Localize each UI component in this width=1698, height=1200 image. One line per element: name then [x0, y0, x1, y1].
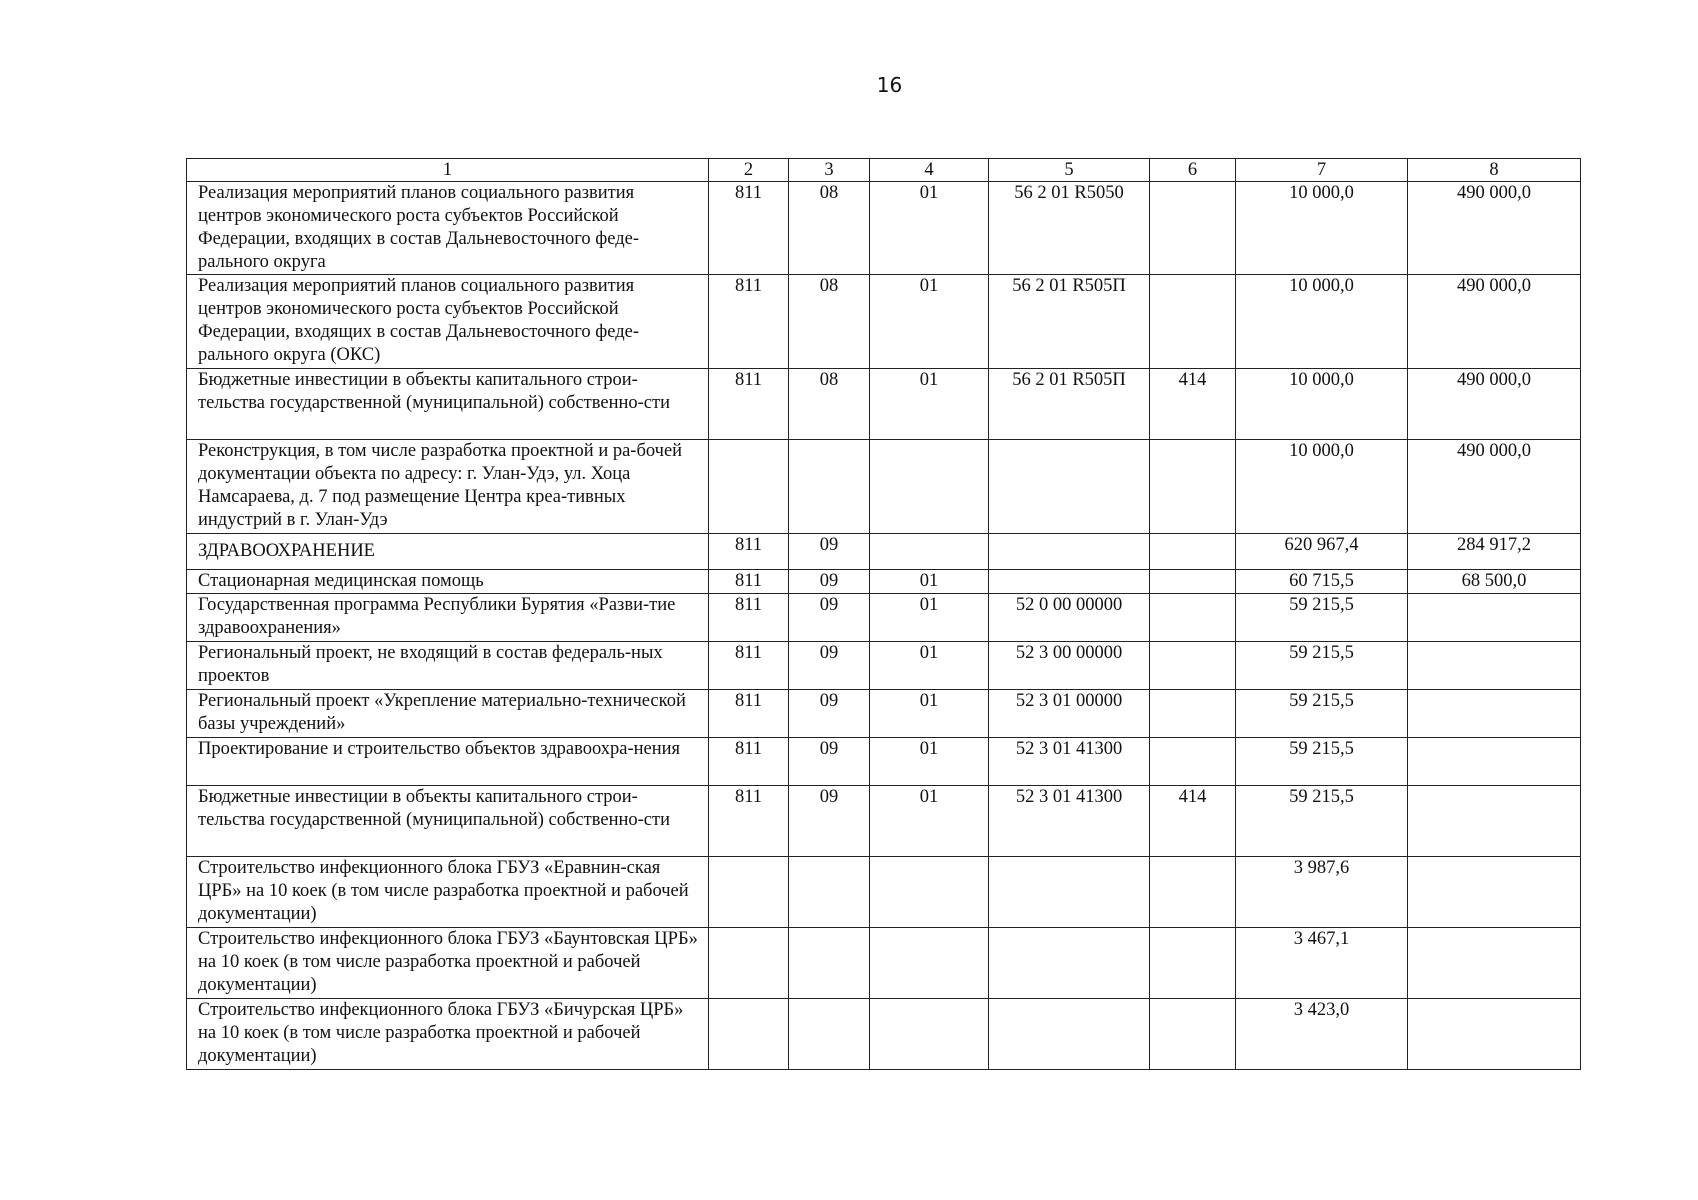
code-cell — [989, 928, 1150, 999]
code-cell — [789, 440, 870, 534]
amount-cell: 3 423,0 — [1236, 999, 1408, 1070]
row-name-cell: Проектирование и строительство объектов здравоохра-нения — [187, 738, 709, 786]
code-cell — [1150, 690, 1236, 738]
code-cell: 09 — [789, 534, 870, 570]
header-cell: 8 — [1408, 159, 1581, 182]
amount-cell — [1408, 642, 1581, 690]
row-name-cell: Реализация мероприятий планов социального развития центров экономического роста субъектов Российской Федерации, входящих в состав Дальневосточного феде-рального округа (ОКС) — [187, 275, 709, 369]
amount-cell — [1408, 786, 1581, 857]
amount-cell: 59 215,5 — [1236, 738, 1408, 786]
amount-cell — [1408, 999, 1581, 1070]
amount-cell: 59 215,5 — [1236, 642, 1408, 690]
header-cell: 4 — [870, 159, 989, 182]
amount-cell: 10 000,0 — [1236, 440, 1408, 534]
code-cell: 01 — [870, 738, 989, 786]
code-cell: 01 — [870, 594, 989, 642]
amount-cell: 59 215,5 — [1236, 690, 1408, 738]
code-cell: 52 3 01 41300 — [989, 786, 1150, 857]
amount-cell: 10 000,0 — [1236, 182, 1408, 275]
row-name-cell: Региональный проект «Укрепление материально-технической базы учреждений» — [187, 690, 709, 738]
code-cell — [989, 570, 1150, 594]
code-cell — [1150, 440, 1236, 534]
table-row — [187, 369, 1581, 440]
code-cell: 811 — [709, 690, 789, 738]
code-cell — [789, 928, 870, 999]
amount-cell — [1408, 690, 1581, 738]
code-cell: 811 — [709, 534, 789, 570]
code-cell: 811 — [709, 738, 789, 786]
section-heading-cell — [187, 534, 709, 570]
table-row — [187, 570, 1581, 594]
header-cell: 2 — [709, 159, 789, 182]
amount-cell — [1408, 928, 1581, 999]
header-cell: 7 — [1236, 159, 1408, 182]
code-cell: 811 — [709, 275, 789, 369]
amount-cell: 490 000,0 — [1408, 275, 1581, 369]
row-name-cell: Реализация мероприятий планов социального развития центров экономического роста субъектов Российской Федерации, входящих в состав Дальневосточного феде-рального округа — [187, 182, 709, 275]
code-cell — [709, 999, 789, 1070]
code-cell — [1150, 857, 1236, 928]
code-cell: 52 0 00 00000 — [989, 594, 1150, 642]
amount-cell: 3 467,1 — [1236, 928, 1408, 999]
code-cell: 811 — [709, 369, 789, 440]
table-row — [187, 182, 1581, 275]
table-row — [187, 594, 1581, 642]
code-cell: 01 — [870, 786, 989, 857]
table-row — [187, 738, 1581, 786]
code-cell — [789, 857, 870, 928]
code-cell: 08 — [789, 182, 870, 275]
code-cell — [870, 534, 989, 570]
code-cell — [709, 928, 789, 999]
amount-cell — [1408, 857, 1581, 928]
row-name-cell: Бюджетные инвестиции в объекты капитального строи-тельства государственной (муниципальной) собственно-сти — [187, 369, 709, 440]
code-cell: 811 — [709, 642, 789, 690]
code-cell: 01 — [870, 369, 989, 440]
table-header-row — [187, 159, 1581, 182]
header-cell: 1 — [187, 159, 709, 182]
code-cell: 09 — [789, 642, 870, 690]
table-row — [187, 857, 1581, 928]
code-cell — [1150, 738, 1236, 786]
code-cell — [989, 440, 1150, 534]
code-cell — [870, 440, 989, 534]
code-cell: 56 2 01 R505П — [989, 369, 1150, 440]
code-cell: 01 — [870, 182, 989, 275]
code-cell — [989, 534, 1150, 570]
header-cell: 5 — [989, 159, 1150, 182]
row-name-cell: Стационарная медицинская помощь — [187, 570, 709, 594]
code-cell: 811 — [709, 570, 789, 594]
row-name-cell: Строительство инфекционного блока ГБУЗ «Еравнин-ская ЦРБ» на 10 коек (в том числе разработка проектной и рабочей документации) — [187, 857, 709, 928]
table-row — [187, 440, 1581, 534]
amount-cell: 490 000,0 — [1408, 182, 1581, 275]
amount-cell: 284 917,2 — [1408, 534, 1581, 570]
row-name-cell: Региональный проект, не входящий в состав федераль-ных проектов — [187, 642, 709, 690]
amount-cell: 490 000,0 — [1408, 440, 1581, 534]
amount-cell — [1408, 738, 1581, 786]
row-name-cell: Бюджетные инвестиции в объекты капитального строи-тельства государственной (муниципальной) собственно-сти — [187, 786, 709, 857]
row-name-cell: Государственная программа Республики Бурятия «Разви-тие здравоохранения» — [187, 594, 709, 642]
code-cell: 56 2 01 R505П — [989, 275, 1150, 369]
table-row — [187, 690, 1581, 738]
amount-cell: 490 000,0 — [1408, 369, 1581, 440]
table-row — [187, 275, 1581, 369]
code-cell: 01 — [870, 642, 989, 690]
code-cell: 811 — [709, 594, 789, 642]
code-cell — [1150, 999, 1236, 1070]
code-cell: 56 2 01 R5050 — [989, 182, 1150, 275]
code-cell: 52 3 00 00000 — [989, 642, 1150, 690]
code-cell: 09 — [789, 570, 870, 594]
code-cell: 52 3 01 00000 — [989, 690, 1150, 738]
code-cell — [1150, 534, 1236, 570]
amount-cell: 10 000,0 — [1236, 369, 1408, 440]
code-cell — [870, 928, 989, 999]
table-row — [187, 999, 1581, 1070]
amount-cell — [1408, 594, 1581, 642]
code-cell — [870, 999, 989, 1070]
code-cell: 01 — [870, 275, 989, 369]
code-cell — [870, 857, 989, 928]
code-cell — [789, 999, 870, 1070]
code-cell: 01 — [870, 690, 989, 738]
code-cell: 414 — [1150, 786, 1236, 857]
code-cell — [989, 999, 1150, 1070]
code-cell: 811 — [709, 182, 789, 275]
amount-cell: 59 215,5 — [1236, 786, 1408, 857]
amount-cell: 68 500,0 — [1408, 570, 1581, 594]
budget-table — [186, 158, 1581, 1070]
code-cell — [1150, 594, 1236, 642]
header-cell: 6 — [1150, 159, 1236, 182]
code-cell — [1150, 275, 1236, 369]
code-cell — [1150, 570, 1236, 594]
code-cell: 01 — [870, 570, 989, 594]
amount-cell: 3 987,6 — [1236, 857, 1408, 928]
code-cell — [989, 857, 1150, 928]
code-cell — [1150, 642, 1236, 690]
row-name-cell: Строительство инфекционного блока ГБУЗ «Баунтовская ЦРБ» на 10 коек (в том числе разработка проектной и рабочей документации) — [187, 928, 709, 999]
code-cell — [1150, 928, 1236, 999]
row-name-cell: Строительство инфекционного блока ГБУЗ «Бичурская ЦРБ» на 10 коек (в том числе разработка проектной и рабочей документации) — [187, 999, 709, 1070]
code-cell: 52 3 01 41300 — [989, 738, 1150, 786]
code-cell: 09 — [789, 594, 870, 642]
section-heading: ЗДРАВООХРАНЕНИЕ — [198, 541, 375, 561]
table-row — [187, 928, 1581, 999]
code-cell: 09 — [789, 786, 870, 857]
code-cell: 09 — [789, 690, 870, 738]
code-cell: 08 — [789, 369, 870, 440]
code-cell: 811 — [709, 786, 789, 857]
code-cell — [1150, 182, 1236, 275]
page-number: 16 — [876, 73, 903, 97]
code-cell: 08 — [789, 275, 870, 369]
amount-cell: 60 715,5 — [1236, 570, 1408, 594]
code-cell — [709, 440, 789, 534]
header-cell: 3 — [789, 159, 870, 182]
amount-cell: 10 000,0 — [1236, 275, 1408, 369]
table-row — [187, 786, 1581, 857]
table-row — [187, 534, 1581, 570]
code-cell — [709, 857, 789, 928]
amount-cell: 620 967,4 — [1236, 534, 1408, 570]
table-row — [187, 642, 1581, 690]
code-cell: 09 — [789, 738, 870, 786]
row-name-cell: Реконструкция, в том числе разработка проектной и ра-бочей документации объекта по адресу: г. Улан-Удэ, ул. Хоца Намсараева, д. 7 под размещение Центра креа-тивных индустрий в г. Улан-Удэ — [187, 440, 709, 534]
amount-cell: 59 215,5 — [1236, 594, 1408, 642]
code-cell: 414 — [1150, 369, 1236, 440]
